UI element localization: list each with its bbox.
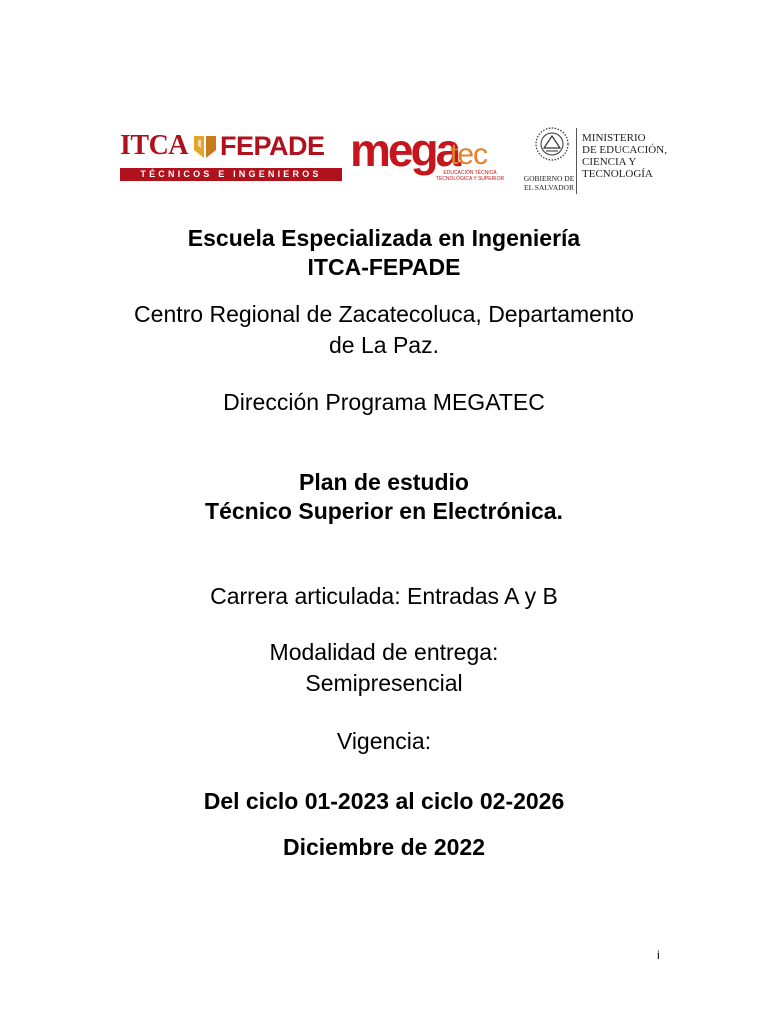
plan-subtitle: Técnico Superior en Electrónica. [205, 498, 563, 524]
itca-shield-icon [192, 134, 218, 160]
validity-label: Vigencia: [336, 728, 432, 754]
megatec-logo-mega: mega [350, 124, 459, 176]
itca-tagline: TÉCNICOS E INGENIEROS [120, 168, 342, 181]
cover-content [0, 224, 768, 862]
itca-fepade-logo [120, 130, 344, 178]
document-date: Diciembre de 2022 [282, 834, 485, 860]
plan-title: Plan de estudio [299, 469, 469, 495]
school-name: Escuela Especializada en Ingeniería [187, 225, 581, 251]
center-line-2: de La Paz. [329, 332, 439, 358]
validity-value: Del ciclo 01-2023 al ciclo 02-2026 [203, 788, 565, 814]
ministerio-text: MINISTERIO DE EDUCACIÓN, CIENCIA Y TECNOLOGÍA [582, 132, 667, 180]
fepade-logo-word: FEPADE [220, 131, 325, 161]
modality-value: Semipresencial [305, 670, 463, 696]
gobierno-text: GOBIERNO DE EL SALVADOR [523, 174, 575, 192]
center-line-1: Centro Regional de Zacatecoluca, Departamento [134, 301, 634, 327]
el-salvador-seal-icon [534, 126, 570, 162]
school-acronym: ITCA-FEPADE [307, 254, 461, 280]
page-number: i [657, 948, 660, 962]
direction: Dirección Programa MEGATEC [223, 389, 545, 415]
logo-banner [112, 118, 672, 204]
megatec-logo-subtitle: EDUCACIÓN TÉCNICA TECNOLÓGICA Y SUPERIOR [435, 170, 505, 182]
megatec-logo [350, 124, 510, 188]
career: Carrera articulada: Entradas A y B [210, 583, 558, 609]
modality-label: Modalidad de entrega: [269, 639, 499, 665]
ministerio-logo [520, 126, 672, 198]
megatec-logo-tec: tec [450, 138, 488, 171]
itca-logo-word: ITCA [120, 130, 189, 161]
ministerio-divider [576, 128, 577, 194]
